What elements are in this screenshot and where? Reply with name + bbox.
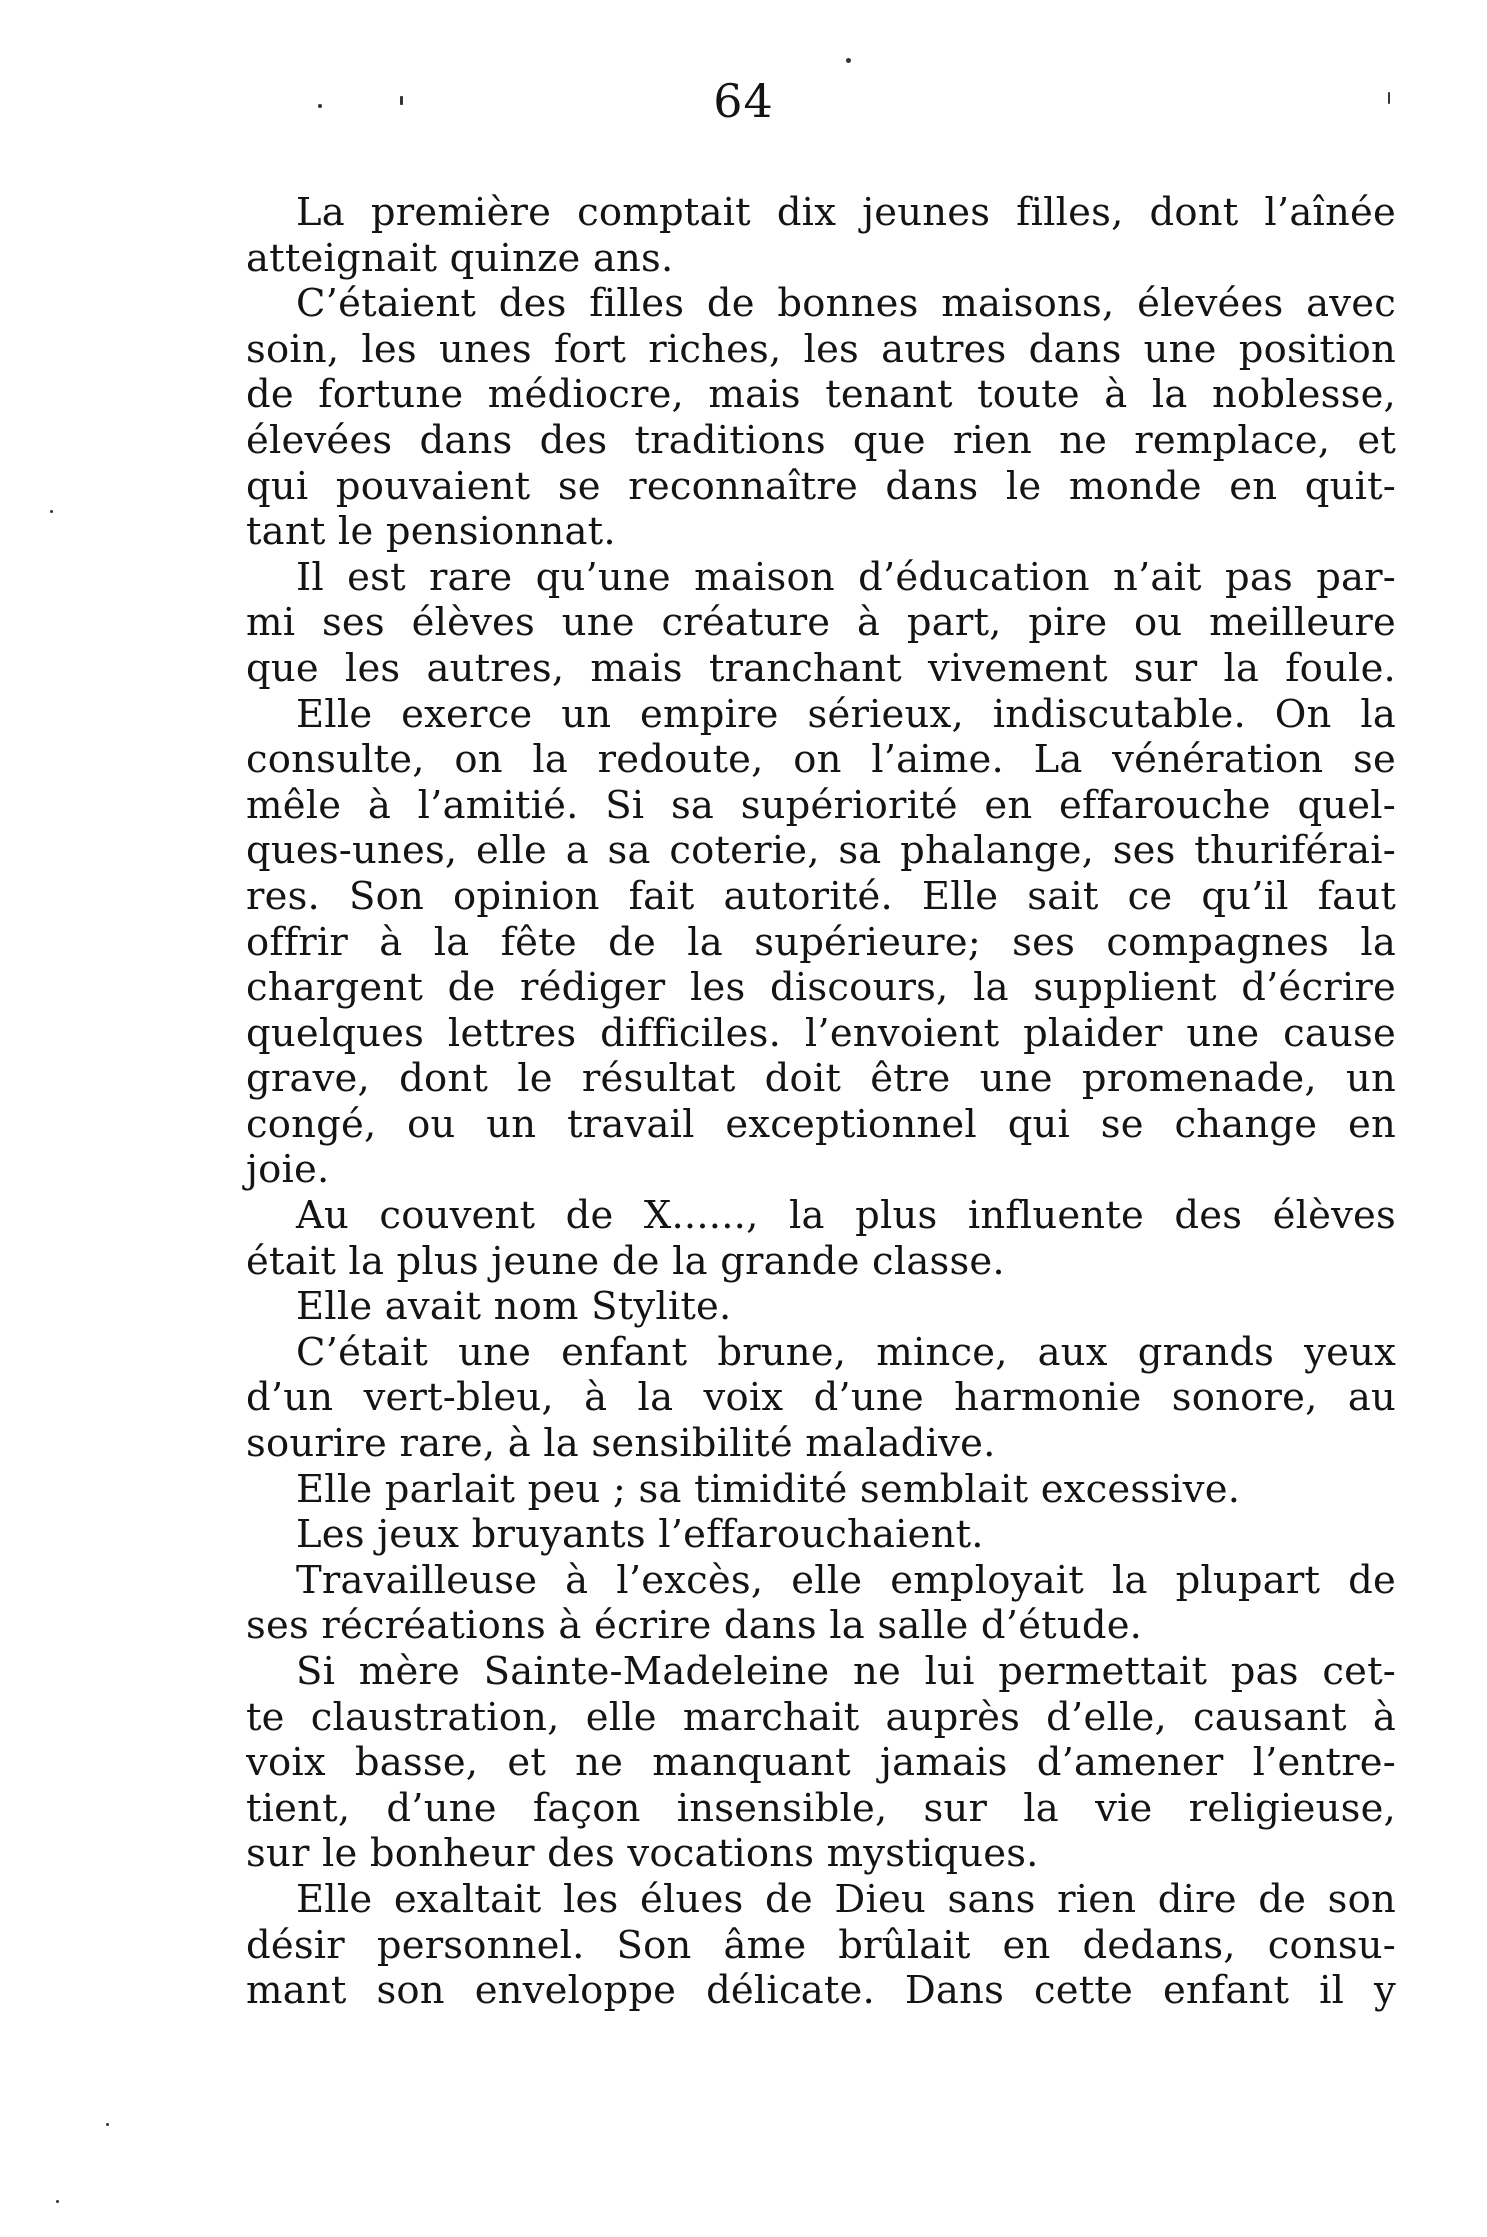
text-line: Si mère Sainte-Madeleine ne lui permettait pas cet-	[296, 1649, 1396, 1694]
text-line: d’un vert-bleu, à la voix d’une harmonie sonore, au	[246, 1375, 1396, 1421]
text-line: quelques lettres difficiles. l’envoient plaider une cause	[246, 1010, 1396, 1056]
text-line: sourire rare, à la sensibilité maladive.	[246, 1421, 996, 1467]
text-line: te claustration, elle marchait auprès d’elle, causant à	[246, 1694, 1396, 1740]
text-line: soin, les unes fort riches, les autres dans une position	[246, 326, 1396, 372]
text-line: de fortune médiocre, mais tenant toute à la noblesse,	[246, 372, 1396, 418]
scan-speck	[50, 510, 53, 513]
scan-speck	[400, 96, 403, 105]
text-line: ques-unes, elle a sa coterie, sa phalange, ses thuriférai-	[246, 828, 1396, 874]
text-line: offrir à la fête de la supérieure; ses compagnes la	[246, 919, 1396, 965]
scan-speck	[106, 2123, 109, 2126]
scan-speck	[1388, 92, 1390, 104]
text-line: joie.	[246, 1147, 330, 1193]
text-line: consulte, on la redoute, on l’aime. La vénération se	[246, 737, 1396, 783]
text-line: Elle parlait peu ; sa timidité semblait excessive.	[296, 1466, 1241, 1512]
text-line: tant le pensionnat.	[246, 509, 616, 555]
text-line: élevées dans des traditions que rien ne remplace, et	[246, 417, 1396, 463]
text-line: Au couvent de X......, la plus influente des élèves	[296, 1193, 1396, 1239]
scan-speck	[56, 2200, 59, 2203]
text-line: grave, dont le résultat doit être une promenade, un	[246, 1056, 1396, 1102]
text-line: mêle à l’amitié. Si sa supériorité en effarouche quel-	[246, 782, 1396, 828]
text-line: Elle exaltait les élues de Dieu sans rien dire de son	[296, 1876, 1396, 1922]
body-text	[246, 190, 1396, 2014]
page-number: 64	[713, 74, 774, 128]
text-line: C’étaient des filles de bonnes maisons, élevées avec	[296, 281, 1396, 327]
text-line: C’était une enfant brune, mince, aux grands yeux	[296, 1329, 1396, 1375]
text-line: mant son enveloppe délicate. Dans cette enfant il y	[246, 1968, 1396, 2014]
text-line: mi ses élèves une créature à part, pire ou meilleure	[246, 600, 1396, 646]
text-line: sur le bonheur des vocations mystiques.	[246, 1831, 1039, 1877]
text-line: congé, ou un travail exceptionnel qui se change en	[246, 1101, 1396, 1147]
text-line: ses récréations à écrire dans la salle d’étude.	[246, 1603, 1143, 1649]
text-line: était la plus jeune de la grande classe.	[246, 1238, 1005, 1284]
text-line: désir personnel. Son âme brûlait en dedans, consu-	[246, 1922, 1396, 1968]
text-line: Elle exerce un empire sérieux, indiscutable. On la	[296, 691, 1396, 737]
scan-speck	[846, 58, 851, 63]
text-line: atteignait quinze ans.	[246, 235, 674, 281]
text-line: Il est rare qu’une maison d’éducation n’ait pas par-	[296, 554, 1396, 600]
text-line: tient, d’une façon insensible, sur la vie religieuse,	[246, 1785, 1396, 1831]
text-line: qui pouvaient se reconnaître dans le monde en quit-	[246, 463, 1396, 509]
text-line: chargent de rédiger les discours, la supplient d’écrire	[246, 965, 1396, 1011]
text-line: que les autres, mais tranchant vivement sur la foule.	[246, 645, 1396, 691]
scan-speck	[318, 104, 322, 108]
text-line: Elle avait nom Stylite.	[296, 1284, 732, 1330]
text-line: La première comptait dix jeunes filles, dont l’aînée	[296, 190, 1396, 235]
text-line: Les jeux bruyants l’effarouchaient.	[296, 1512, 984, 1558]
text-line: Travailleuse à l’excès, elle employait la plupart de	[296, 1557, 1396, 1603]
text-line: voix basse, et ne manquant jamais d’amener l’entre-	[246, 1740, 1396, 1786]
text-line: res. Son opinion fait autorité. Elle sait ce qu’il faut	[246, 873, 1396, 919]
